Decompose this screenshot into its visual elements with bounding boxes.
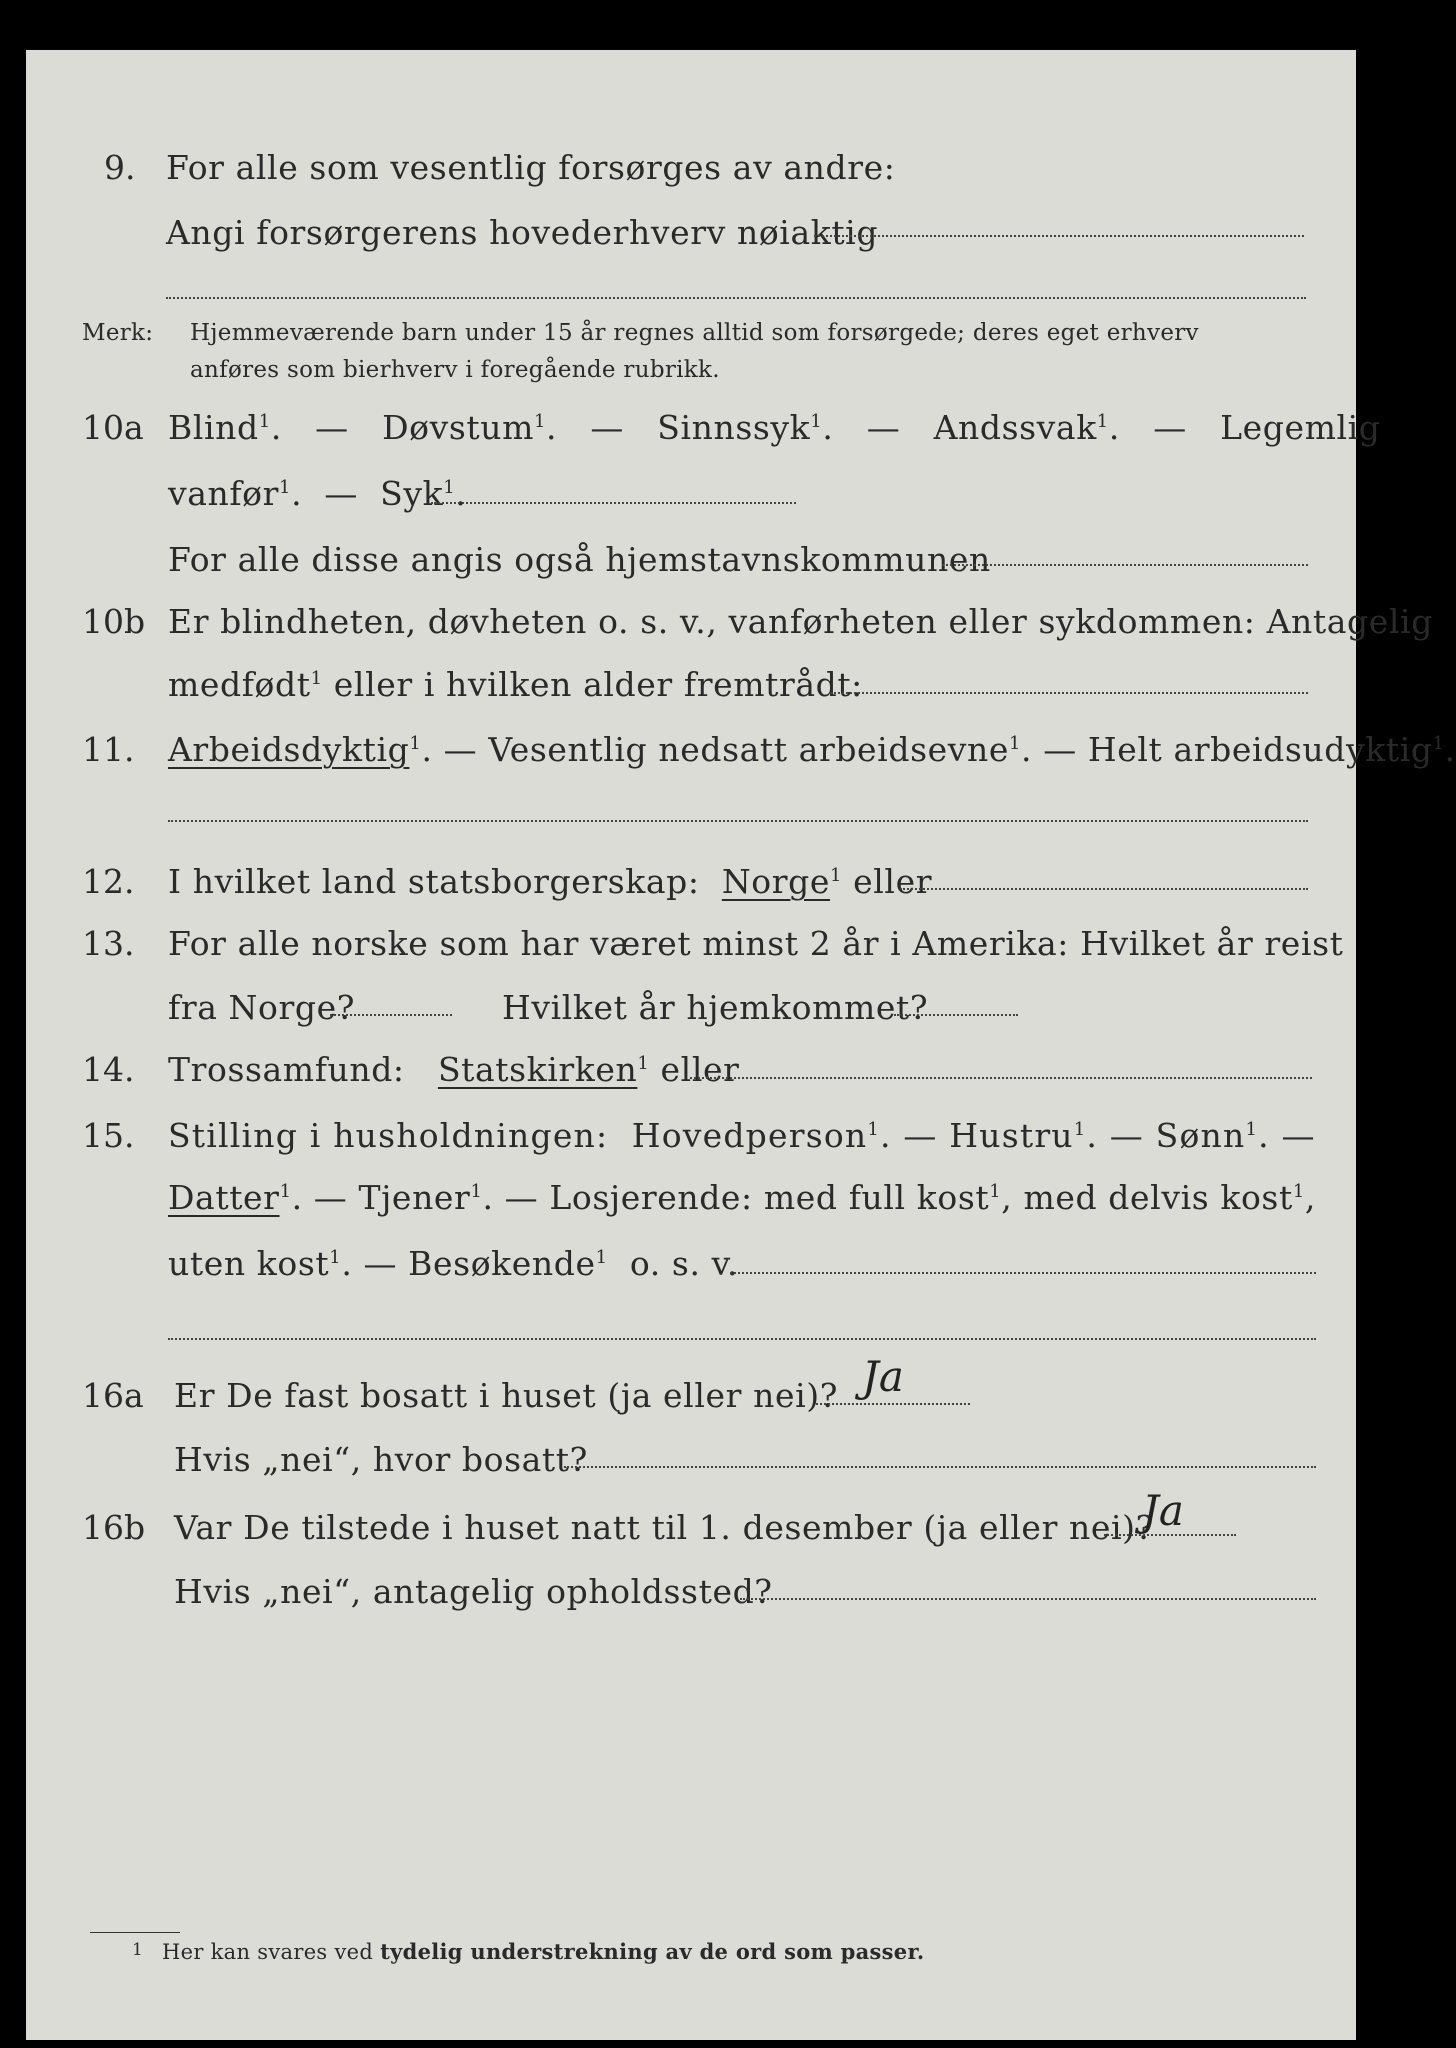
question-14-prefix: Trossamfund:: [168, 1050, 405, 1089]
question-10a-line3: For alle disse angis også hjemstavnskommunen: [168, 540, 991, 579]
hjemstavnskommune-answer-line[interactable]: [942, 564, 1308, 566]
footnote-ref: 1: [637, 1053, 650, 1074]
option-vesentlig-nedsatt[interactable]: . — Vesentlig nedsatt arbeidsevne: [421, 730, 1009, 769]
comma: ,: [1304, 1178, 1316, 1217]
question-10a-line1: Blind$^1$. — Døvstum$^1$. — Sinnssyk$^1$. — Andssvak$^1$. — Legemlig: [168, 408, 1381, 447]
question-15-number: 15.: [82, 1116, 135, 1155]
question-15-line2: [168, 1178, 1316, 1217]
footnote-ref: 1: [829, 865, 843, 886]
option-tjener[interactable]: . — Tjener: [291, 1178, 471, 1217]
dash: —: [590, 408, 625, 447]
question-13-fra-norge: fra Norge?: [168, 988, 356, 1027]
question-15-prefix: Stilling i husholdningen:: [168, 1116, 609, 1155]
footnote-ref: 1: [1008, 733, 1022, 754]
question-13-hjemkommet-answer-line[interactable]: [894, 1014, 1018, 1016]
question-16b-line2: Hvis „nei“, antagelig opholdssted?: [174, 1572, 773, 1611]
footnote-text-a: Her kan svares ved: [162, 1940, 374, 1964]
osv-text: o. s. v.: [629, 1244, 739, 1283]
option-arbeidsdyktig[interactable]: Arbeidsdyktig: [168, 730, 410, 769]
question-10b-number: 10b: [82, 602, 146, 641]
footnote-ref: 1: [443, 477, 456, 498]
question-10a-line2: vanfør$^1$. — Syk$^1$.: [168, 474, 467, 513]
question-13-reist-answer-line[interactable]: [330, 1014, 452, 1016]
question-9-number: 9.: [104, 148, 136, 187]
footnote-ref: 1: [329, 1247, 342, 1268]
footnote-ref: 1: [533, 411, 547, 432]
question-16b-opholdssted-answer-line[interactable]: [740, 1598, 1316, 1600]
footnote-ref: 1: [1292, 1181, 1305, 1202]
footnote-text: [162, 1939, 925, 1964]
question-9-line2: Angi forsørgerens hovederhverv nøiaktig: [166, 213, 879, 252]
option-legemlig[interactable]: Legemlig: [1220, 408, 1381, 447]
question-16a-line1: Er De fast bosatt i huset (ja eller nei)?: [174, 1376, 838, 1415]
question-14-answer-line[interactable]: [690, 1077, 1312, 1079]
footnote-rule: [90, 1932, 180, 1933]
option-statskirken[interactable]: Statskirken: [437, 1050, 638, 1089]
question-16a-number: 16a: [82, 1376, 144, 1415]
option-vanfor[interactable]: vanfør: [168, 474, 280, 513]
question-10b-line1: Er blindheten, døvheten o. s. v., vanførheten eller sykdommen: Antagelig: [168, 602, 1433, 641]
question-13-line1: For alle norske som har været minst 2 år i Amerika: Hvilket år reist: [168, 924, 1344, 963]
option-losjerende-full-kost[interactable]: . — Losjerende: med full kost: [482, 1178, 990, 1217]
option-helt-arbeidsudyktig[interactable]: . — Helt arbeidsudyktig: [1021, 730, 1433, 769]
option-syk[interactable]: Syk: [380, 474, 444, 513]
question-12-number: 12.: [82, 862, 135, 901]
question-13-number: 13.: [82, 924, 135, 963]
footnote-ref: 1: [595, 1247, 608, 1268]
footnote-ref: 1: [409, 733, 422, 754]
question-12-answer-line[interactable]: [900, 888, 1308, 890]
question-16b-number: 16b: [82, 1508, 146, 1547]
dash: —: [315, 408, 349, 447]
question-15-answer-line[interactable]: [730, 1272, 1316, 1274]
question-10b-line2: [168, 665, 863, 704]
dash: . —: [1258, 1116, 1316, 1155]
footnote-ref: 1: [989, 1181, 1002, 1202]
option-delvis-kost[interactable]: , med delvis kost: [1001, 1178, 1293, 1217]
question-9-answer-line[interactable]: [814, 235, 1304, 237]
option-norge[interactable]: Norge: [721, 862, 830, 901]
footnote-ref: 1: [279, 477, 292, 498]
option-hustru[interactable]: . — Hustru: [880, 1116, 1074, 1155]
option-andssvak[interactable]: Andssvak: [933, 408, 1097, 447]
option-sinnssyk[interactable]: Sinnssyk: [657, 408, 811, 447]
question-16b-line1: Var De tilstede i huset natt til 1. desember (ja eller nei)?: [174, 1508, 1154, 1547]
question-10a-number: 10a: [82, 408, 144, 447]
question-16a-handwritten-answer: Ja: [862, 1352, 904, 1401]
question-9-line1: For alle som vesentlig forsørges av andre:: [166, 148, 896, 187]
merk-label: Merk:: [82, 320, 154, 346]
merk-line2: anføres som bierhverv i foregående rubrikk.: [190, 357, 720, 383]
question-16b-handwritten-answer: Ja: [1142, 1486, 1184, 1535]
footnote-ref: 1: [1245, 1119, 1259, 1140]
option-datter[interactable]: Datter: [168, 1178, 280, 1217]
question-12-line1: [168, 862, 932, 901]
question-13-hjemkommet: Hvilket år hjemkommet?: [502, 988, 929, 1027]
census-form-page: [26, 50, 1456, 2040]
question-10b-line2-rest: eller i hvilken alder fremtrådt:: [333, 665, 863, 704]
question-10a-answer-line[interactable]: [431, 502, 796, 504]
dash: —: [866, 408, 901, 447]
question-9-answer-line-2[interactable]: [166, 297, 1306, 299]
question-15-line1: [168, 1116, 1316, 1155]
question-14-number: 14.: [82, 1050, 135, 1089]
footnote-ref: 1: [470, 1181, 483, 1202]
footnote-ref: 1: [1073, 1119, 1087, 1140]
question-11-answer-line[interactable]: [168, 820, 1308, 822]
option-dovstum[interactable]: Døvstum: [382, 408, 534, 447]
footnote-text-b: tydelig understrekning av de ord som passer.: [380, 1939, 925, 1964]
footnote-ref: 1: [258, 411, 271, 432]
footnote-ref: 1: [810, 411, 823, 432]
footnote-ref: 1: [867, 1119, 881, 1140]
option-hovedperson[interactable]: Hovedperson: [631, 1116, 868, 1155]
option-sonn[interactable]: . — Sønn: [1086, 1116, 1246, 1155]
dash: —: [1153, 408, 1187, 447]
option-medfodt[interactable]: medfødt: [168, 665, 311, 704]
eller-text: eller: [853, 862, 933, 901]
question-14-line1: [168, 1050, 740, 1089]
eller-text: eller: [660, 1050, 740, 1089]
dash: —: [324, 474, 358, 513]
question-15-line3: [168, 1244, 738, 1283]
question-11-line1: [168, 730, 1456, 769]
footnote-mark: 1: [132, 1940, 144, 1960]
option-blind[interactable]: Blind: [168, 408, 259, 447]
merk-line1: Hjemmeværende barn under 15 år regnes alltid som forsørgede; deres eget erhverv: [190, 320, 1199, 346]
question-16a-bosatt-answer-line[interactable]: [564, 1466, 1316, 1468]
question-12-prefix: I hvilket land statsborgerskap:: [168, 862, 700, 901]
option-uten-kost[interactable]: uten kost: [168, 1244, 330, 1283]
question-16a-answer-line[interactable]: [816, 1403, 970, 1405]
question-16a-line2: Hvis „nei“, hvor bosatt?: [174, 1440, 588, 1479]
footnote-ref: 1: [279, 1181, 292, 1202]
question-10b-answer-line[interactable]: [830, 692, 1308, 694]
period: .: [1444, 730, 1456, 769]
footnote-ref: 1: [1432, 733, 1445, 754]
option-besokende[interactable]: . — Besøkende: [341, 1244, 596, 1283]
footnote-ref: 1: [310, 668, 323, 689]
footnote-ref: 1: [1096, 411, 1109, 432]
question-11-number: 11.: [82, 730, 135, 769]
question-15-answer-line-2[interactable]: [168, 1338, 1316, 1340]
